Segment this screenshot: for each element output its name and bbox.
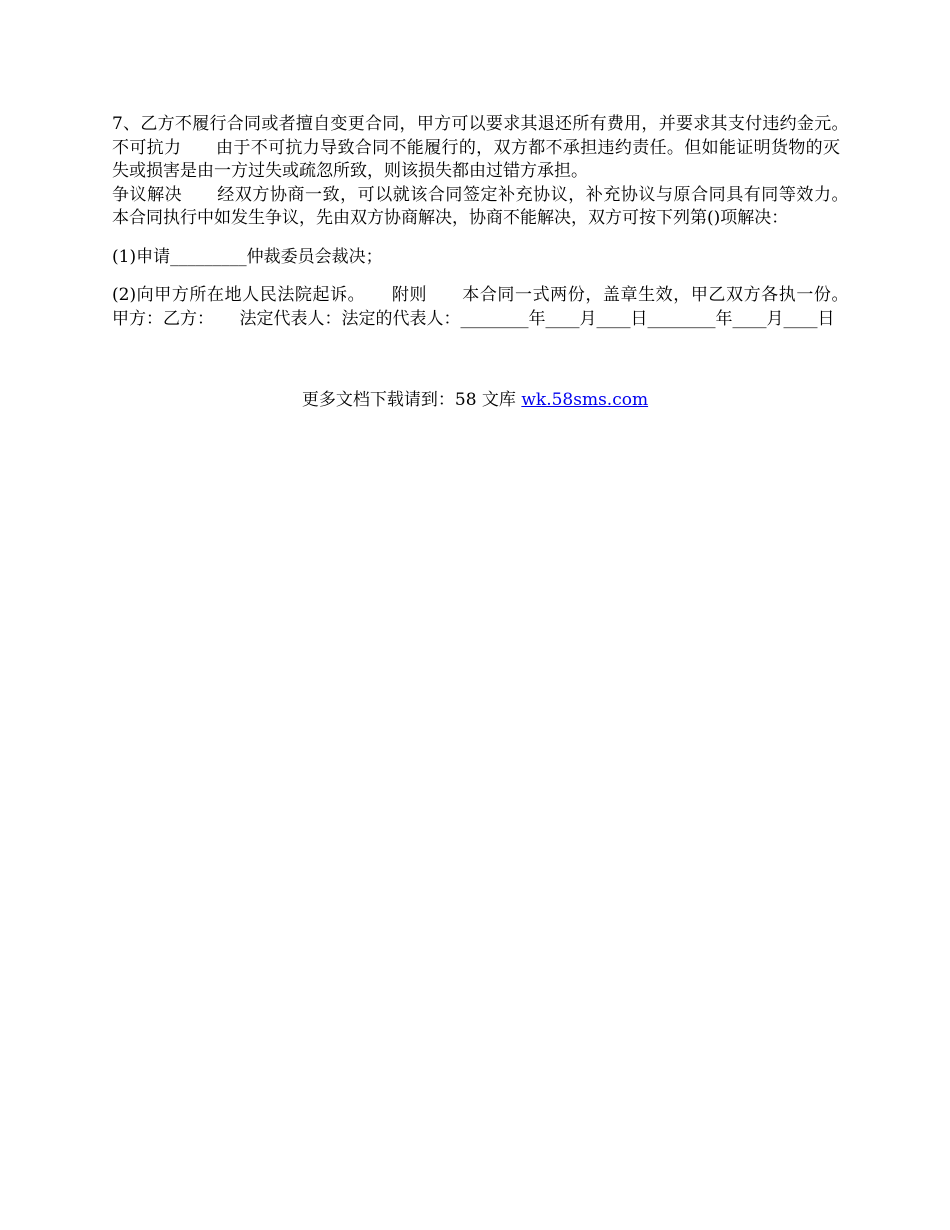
footer-text: 更多文档下载请到：58 文库 (301, 390, 522, 410)
footer-link[interactable]: wk.58sms.com (521, 390, 649, 410)
paragraph-spacer (112, 231, 840, 246)
paragraph-spacer (112, 269, 840, 284)
document-body (112, 113, 874, 331)
option-court-and-signatures: (2)向甲方所在地人民法院起诉。 附则 本合同一式两份，盖章生效，甲乙双方各执一份。 甲方：乙方： 法定代表人：法定的代表人：________年____月____日________年____月____日 (112, 285, 874, 329)
download-footer (0, 388, 950, 412)
clause-dispute-resolution: 争议解决 经双方协商一致，可以就该合同签定补充协议，补充协议与原合同具有同等效力。 本合同执行中如发生争议，先由双方协商解决，协商不能解决，双方可按下列第()项解决： (112, 184, 874, 228)
clause-breach-force-majeure: 7、乙方不履行合同或者擅自变更合同，甲方可以要求其退还所有费用，并要求其支付违约金元。 不可抗力 由于不可抗力导致合同不能履行的，双方都不承担违约责任。但如能证明货物的灭失或损害是由一方过失或疏忽所致，则该损失都由过错方承担。 (112, 114, 874, 181)
option-arbitration: (1)申请_________仲裁委员会裁决； (112, 246, 383, 267)
